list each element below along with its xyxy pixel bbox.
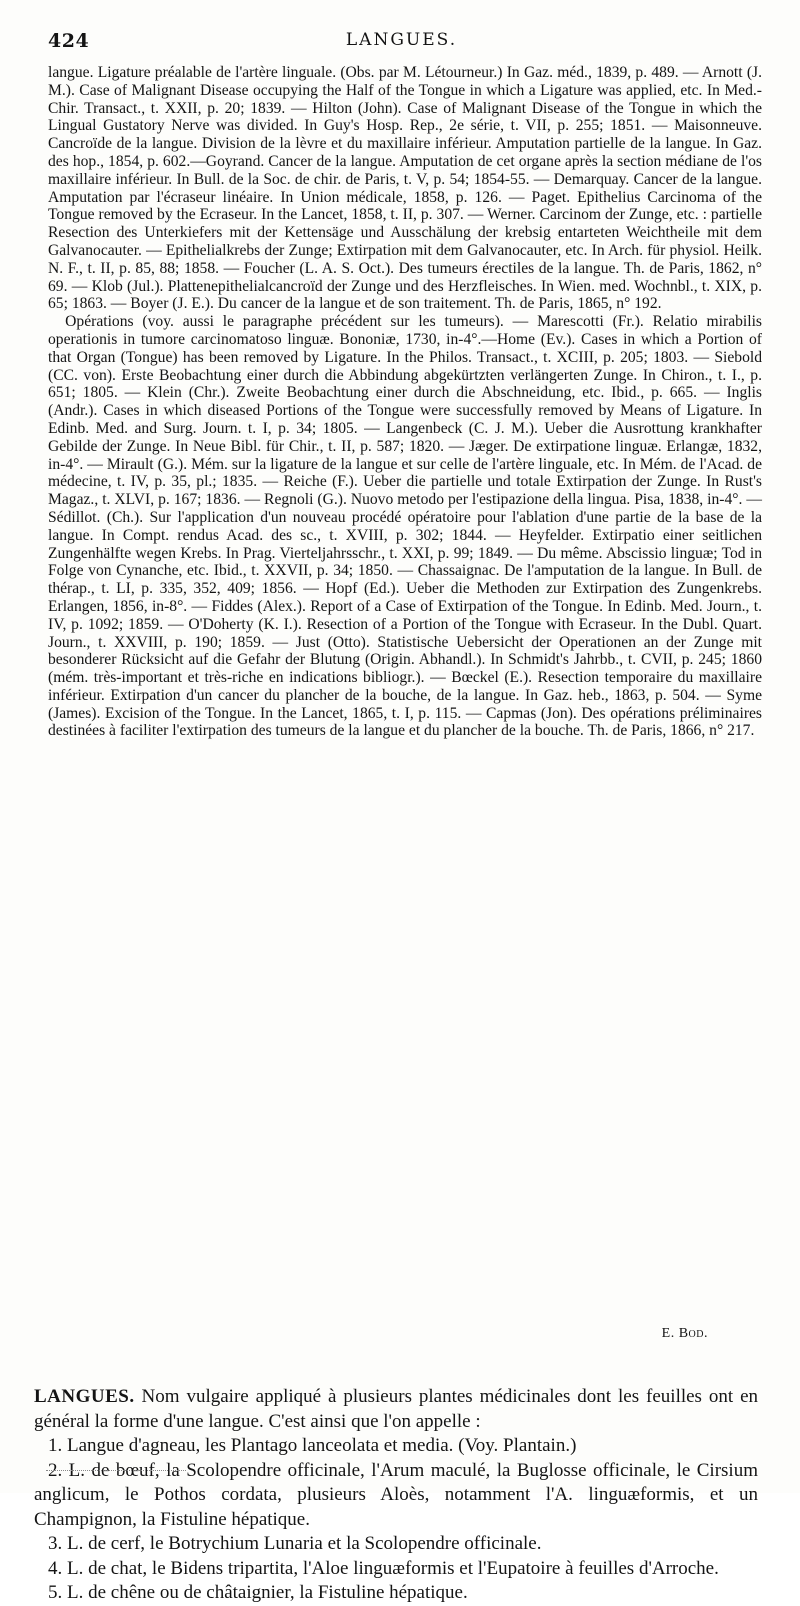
entry-intro-paragraph [34,1385,758,1434]
entry-list-item: 1. Langue d'agneau, les Plantago lanceolata et media. (Voy. Plantain.) [48,1435,577,1456]
footer-rule [46,1470,186,1471]
page-header [48,30,755,58]
entry-list-item: 5. L. de chêne ou de châtaignier, la Fistuline hépatique. [48,1582,468,1603]
entry-headword: LANGUES. [34,1386,135,1407]
bibliography-paragraph: langue. Ligature préalable de l'artère linguale. (Obs. par M. Létourneur.) In Gaz. méd., 1839, p. 489. — Arnott (J. M.). Case of Malignant Disease occupying the Half of the Tongue in which a Ligature was applied, etc. In Med.-Chir. Transact., t. XXII, p. 20; 1839. — Hilton (John). Case of Malignant Disease of the Tongue in which the Lingual Gustatory Nerve was divided. In Guy's Hosp. Rep., 2e série, t. VII, p. 255; 1851. — Maisonneuve. Cancroïde de la langue. Division de la lèvre et du maxillaire inférieur. Amputation partielle de la langue. In Gaz. des hop., 1854, p. 602.—Goyrand. Cancer de la langue. Amputation de cet organe après la section médiane de l'os maxillaire inférieur. In Bull. de la Soc. de chir. de Paris, t. V, p. 54; 1854-55. — Demarquay. Cancer de la langue. Amputation par l'écraseur linéaire. In Union médicale, 1858, p. 126. — Paget. Epithelius Carcinoma of the Tongue removed by the Ecraseur. In the Lancet, 1858, t. II, p. 307. — Werner. Carcinom der Zunge, etc. : partielle Resection des Unterkiefers mit der Kettensäge und Ausschälung der krebsig entarteten Weichtheile mit dem Galvanocauter. — Epithelialkrebs der Zunge; Extirpation mit dem Galvanocauter, etc. In Arch. für physiol. Heilk. N. F., t. II, p. 85, 88; 1858. — Foucher (L. A. S. Oct.). Des tumeurs érectiles de la langue. Th. de Paris, 1862, n° 69. — Klob (Jul.). Plattenepithelialcancroïd der Zunge und des Herzfleisches. In Wien. med. Wochnbl., t. XIX, p. 65; 1863. — Boyer (J. E.). Du cancer de la langue et de son traitement. Th. de Paris, 1865, n° 192. [48,64,762,313]
dictionary-entry [34,1385,758,1606]
entry-list-item: 2. L. de bœuf, la Scolopendre officinale, l'Arum maculé, la Buglosse officinale, le Cirsium anglicum, le Pothos cordata, plusieurs Aloès, notamment l'A. linguæformis, et un Champignon, la Fistuline hépatique. [34,1459,758,1530]
bibliography-block [48,64,762,740]
author-signature: E. Bod. [661,1326,708,1341]
running-title: LANGUES. [345,30,458,50]
entry-list-item: 4. L. de chat, le Bidens tripartita, l'Aloe linguæformis et l'Eupatoire à feuilles d'Arroche. [48,1557,719,1579]
page-number: 424 [48,30,90,52]
bibliography-paragraph: Opérations (voy. aussi le paragraphe précédent sur les tumeurs). — Marescotti (Fr.). Relatio mirabilis operationis in tumore carcinomatoso linguæ. Bononiæ, 1730, in-4°.—Home (Ev.). Cases in which a Portion of that Organ (Tongue) has been removed by Ligature. In the Philos. Transact., t. XCIII, p. 205; 1803. — Siebold (CC. von). Erste Beobachtung einer durch die Abbindung abgekürtzten verlängerten Zunge. In Chiron., t. I., p. 651; 1805. — Klein (Chr.). Zweite Beobachtung einer durch die Abschneidung, etc. Ibid., p. 665. — Inglis (Andr.). Cases in which diseased Portions of the Tongue were successfully removed by Means of Ligature. In Edinb. Med. and Surg. Journ. t. I, p. 34; 1805. — Langenbeck (C. J. M.). Ueber die Ausrottung krankhafter Gebilde der Zunge. In Neue Bibl. für Chir., t. II, p. 587; 1820. — Jæger. De extirpatione linguæ. Erlangæ, 1832, in-4°. — Mirault (G.). Mém. sur la ligature de la langue et sur celle de l'artère linguale, etc. In Mém. de l'Acad. de médecine, t. IV, p. 35, pl.; 1835. — Reiche (F.). Ueber die partielle und totale Extirpation der Zunge. In Rust's Magaz., t. XLVI, p. 167; 1836. — Regnoli (G.). Nuovo metodo per l'estipazione della lingua. Pisa, 1838, in-4°. — Sédillot. (Ch.). Sur l'application d'un nouveau procédé opératoire pour l'ablation d'une partie de la base de la langue. In Compt. rendus Acad. des sc., t. XVIII, p. 302; 1844. — Heyfelder. Extirpatio einer seitlichen Zungenhälfte wegen Krebs. In Prag. Vierteljahrsschr., t. XXI, p. 99; 1849. — Du même. Abscissio linguæ; Tod in Folge von Cynanche, etc. Ibid., t. XXVII, p. 34; 1850. — Chassaignac. De l'amputation de la langue. In Bull. de thérap., t. LI, p. 335, 352, 409; 1856. — Hopf (Ed.). Ueber die Methoden zur Extirpation des Zungenkrebs. Erlangen, 1856, in-8°. — Fiddes (Alex.). Report of a Case of Extirpation of the Tongue. In Edinb. Med. Journ., t. IV, p. 1092; 1859. — O'Doherty (K. I.). Resection of a Portion of the Tongue with Ecraseur. In the Dubl. Quart. Journ., t. XXVIII, p. 190; 1859. — Just (Otto). Statistische Uebersicht der Operationen an der Zunge mit besonderer Rücksicht auf die Gefahr der Blutung (Origin. Abhandl.). In Schmidt's Jahrbb., t. CVII, p. 245; 1860 (mém. très-important et très-riche en indications bibliogr.). — Bœckel (E.). Resection temporaire du maxillaire inférieur. Extirpation d'un cancer du plancher de la bouche, de la langue. In Gaz. heb., 1863, p. 504. — Syme (James). Excision of the Tongue. In the Lancet, 1865, t. I, p. 115. — Capmas (Jon). Des opérations préliminaires destinées à faciliter l'extirpation des tumeurs de la langue et du plancher de la bouche. Th. de Paris, 1866, n° 217. [48,313,762,740]
entry-list-item: 3. L. de cerf, le Botrychium Lunaria et la Scolopendre officinale. [48,1533,542,1554]
entry-intro-text: Nom vulgaire appliqué à plusieurs plantes médicinales dont les feuilles ont en général la forme d'une langue. C'est ainsi que l'on appelle : [34,1386,759,1432]
